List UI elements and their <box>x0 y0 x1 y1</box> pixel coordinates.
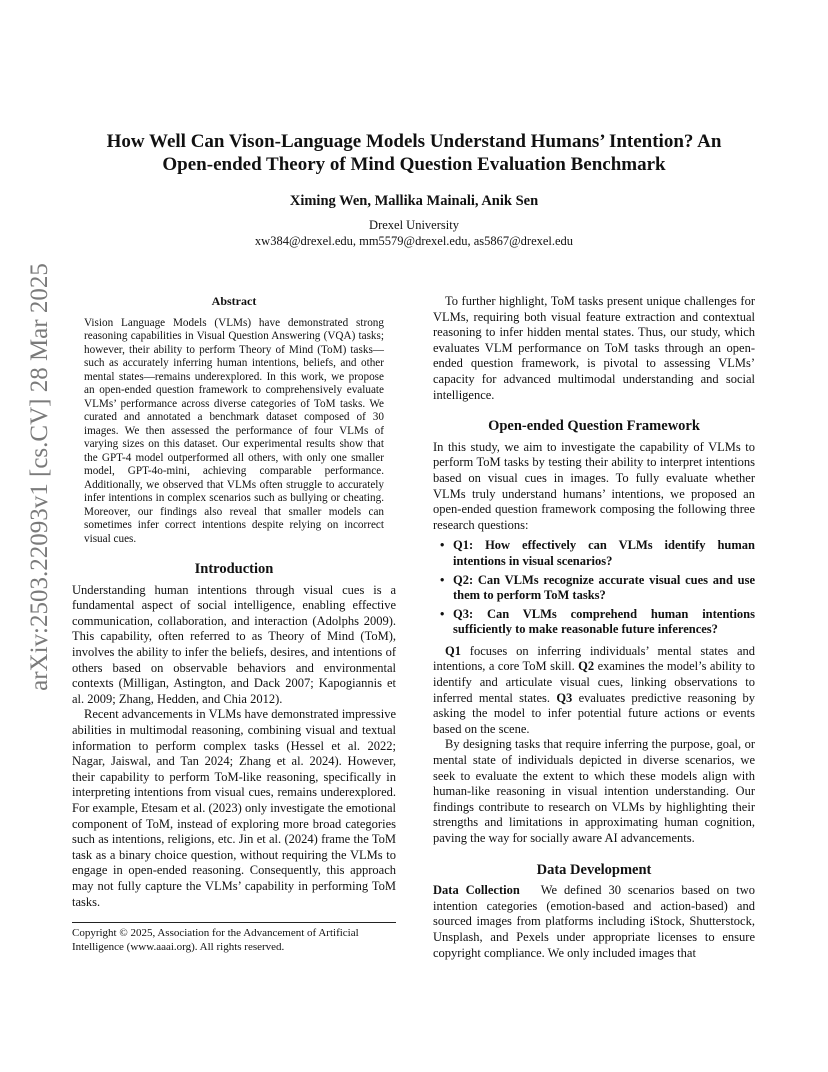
framework-paragraph-1: In this study, we aim to investigate the capability of VLMs to perform ToM tasks by testing their ability to interpret intentions based on visual cues in images. To fully evaluate whether VLMs truly understand humans’ intentions, we proposed an open-ended question framework composing the following three research questions: <box>433 439 755 532</box>
q3-label: Q3 <box>556 690 573 705</box>
intro-paragraph-2: Recent advancements in VLMs have demonstrated impressive abilities in multimodal reasoning, combining visual and textual information to perform complex tasks (Hessel et al. 2022; Nagar, Jaiswal, and Tan 2024; Zhang et al. 2024). However, their capability to perform ToM-like reasoning, specifically in interpreting intentions from visual cues, remains underexplored. For example, Etesam et al. (2023) only investigate the emotional component of ToM, instead of exploring more broad categories such as intentions, religions, etc. Jin et al. (2024) frame the ToM task as a binary choice question, without requiring the VLMs to engage in open-ended reasoning. Consequently, this approach may not fully capture the VLMs’ capability in performing ToM tasks. <box>72 707 396 909</box>
arxiv-identifier-text: arXiv:2503.22093v1 [cs.CV] 28 Mar 2025 <box>26 263 53 691</box>
framework-paragraph-3: By designing tasks that require inferring the purpose, goal, or mental state of individuals depicted in diverse scenarios, we seek to evaluate the extent to which these models align with human-like reasoning in visual intention understanding. Our findings contribute to research on VLMs by highlighting their strengths and limitations in approximating human cognition, paving the way for socially aware AI advancements. <box>433 737 755 845</box>
author-emails: xw384@drexel.edu, mm5579@drexel.edu, as5867@drexel.edu <box>254 234 574 248</box>
research-question-q2: • Q2: Can VLMs recognize accurate visual cues and use them to perform ToM tasks? <box>453 573 755 604</box>
affiliation-block <box>90 217 738 249</box>
left-column <box>72 294 396 910</box>
q1-description: focuses on inferring individuals’ mental states and intentions, a core ToM skill. <box>433 643 755 674</box>
framework-paragraph-2 <box>433 644 755 738</box>
introduction-heading: Introduction <box>194 561 274 578</box>
research-questions-list <box>433 538 755 638</box>
q2-label: Q2 <box>578 659 595 674</box>
data-collection-runin: Data Collection <box>433 883 520 898</box>
intro-paragraph-1: Understanding human intentions through visual cues is a fundamental aspect of social intelligence, enabling effective communication, collaboration, and interaction (Adolphs 2009). This capability, often referred to as Theory of Mind (ToM), involves the ability to infer the beliefs, desires, and intentions of others based on observable behaviors and environmental contexts (Milligan, Astington, and Dack 2007; Kapogiannis et al. 2009; Zhang, Hedden, and Chia 2012). <box>72 582 396 706</box>
q3-description: evaluates predictive reasoning by asking the model to infer potential future actions or events based on the scene. <box>433 690 755 736</box>
q2-description: examines the model’s ability to identify and articulate visual cues, linking observations to inferred mental states. <box>433 659 755 705</box>
data-collection-paragraph <box>433 883 755 961</box>
abstract-text: Vision Language Models (VLMs) have demonstrated strong reasoning capabilities in Visual Question Answering (VQA) tasks; however, their ability to perform Theory of Mind (ToM) tasks—such as accurately inferring human intentions, beliefs, and other mental states—remains underexplored. In this work, we propose an open-ended question framework to comprehensively evaluate VLMs’ performance across diverse categories of ToM tasks. We curated and annotated a benchmark dataset composed of 30 images. We then assessed the performance of four VLMs of varying sizes on this dataset. Our experimental results show that the GPT-4 model outperformed all others, with only one smaller model, GPT-4o-mini, achieving comparable performance. Additionally, we observed that VLMs often struggle to accurately infer intentions in complex scenarios such as bullying or cheating. Moreover, our findings also reveal that smaller models can sometimes infer correct intentions despite relying on incorrect visual cues. <box>84 316 384 545</box>
copyright-notice: Copyright © 2025, Association for the Advancement of Artificial Intelligence (www.aaai.org). All rights reserved. <box>72 922 396 954</box>
data-development-heading: Data Development <box>536 861 652 878</box>
paper-title: How Well Can Vison-Language Models Understand Humans’ Intention? An Open-ended Theory of Mind Question Evaluation Benchmark <box>106 131 722 175</box>
arxiv-identifier <box>20 263 60 691</box>
intro-paragraph-3: To further highlight, ToM tasks present unique challenges for VLMs, requiring both visual feature extraction and contextual reasoning to infer hidden mental states. Thus, our study, which evaluates VLM performance on ToM tasks through an open-ended question framework, is pivotal to assessing VLMs’ capacity for advanced multimodal understanding and social intelligence. <box>433 294 755 402</box>
data-collection-text: We defined 30 scenarios based on two intention categories (emotion-based and action-based) and sourced images from platforms including iStock, Shutterstock, Unsplash, and Pexels under appropriate licenses to ensure copyright compliance. We only included images that <box>433 883 756 960</box>
abstract-heading: Abstract <box>211 294 257 308</box>
affiliation: Drexel University <box>369 218 459 232</box>
right-column <box>433 294 755 961</box>
paper-authors: Ximing Wen, Mallika Mainali, Anik Sen <box>289 193 539 209</box>
framework-heading: Open-ended Question Framework <box>488 418 700 435</box>
research-question-q1: • Q1: How effectively can VLMs identify human intentions in visual scenarios? <box>453 538 755 569</box>
research-question-q3: • Q3: Can VLMs comprehend human intentions sufficiently to make reasonable future inferences? <box>453 607 755 638</box>
q1-label: Q1 <box>445 643 461 658</box>
